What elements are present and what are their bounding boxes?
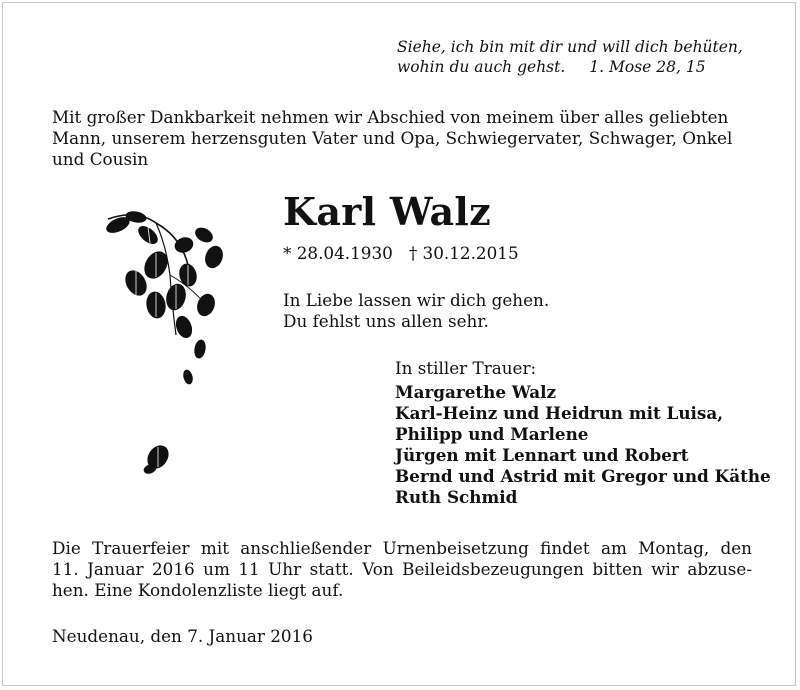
death-date: † 30.12.2015 <box>408 243 519 263</box>
deceased-name: Karl Walz <box>283 189 492 234</box>
verse-reference: 1. Mose 28, 15 <box>589 58 706 76</box>
ceremony-line: Die Trauerfeier mit anschließender Urnenbeisetzung findet am Montag, den <box>52 538 752 558</box>
leaf-branch-icon <box>96 205 246 490</box>
mourner-name: Philipp und Marlene <box>395 424 589 444</box>
farewell-line-1: In Liebe lassen wir dich gehen. <box>283 290 550 310</box>
place-and-date: Neudenau, den 7. Januar 2016 <box>52 626 313 646</box>
farewell-text <box>283 290 549 332</box>
mourners-block <box>395 358 771 508</box>
ceremony-line: 11. Januar 2016 um 11 Uhr statt. Von Beileidsbezeugungen bitten wir abzuse- <box>52 559 752 579</box>
mourner-name: Jürgen mit Lennart und Robert <box>395 445 689 465</box>
mourner-name: Margarethe Walz <box>395 382 557 402</box>
intro-text: Mit großer Dankbarkeit nehmen wir Abschied von meinem über alles geliebten Mann, unserem herzensguten Vater und Opa, Schwiegervater, Schwager, Onkel und Cousin <box>52 107 733 169</box>
ceremony-text <box>52 538 752 601</box>
verse-line-2: wohin du auch gehst. <box>397 58 566 76</box>
verse-line-1: Siehe, ich bin mit dir und will dich behüten, <box>397 38 743 56</box>
mourner-name: Karl-Heinz und Heidrun mit Luisa, <box>395 403 724 423</box>
birth-date: * 28.04.1930 <box>283 243 393 263</box>
mourner-name: Bernd und Astrid mit Gregor und Käthe <box>395 466 771 486</box>
ceremony-line: hen. Eine Kondolenzliste liegt auf. <box>52 580 344 600</box>
life-dates <box>283 243 519 264</box>
farewell-line-2: Du fehlst uns allen sehr. <box>283 311 489 331</box>
mourners-heading: In stiller Trauer: <box>395 358 537 378</box>
mourner-name: Ruth Schmid <box>395 487 518 507</box>
bible-verse <box>397 37 777 77</box>
